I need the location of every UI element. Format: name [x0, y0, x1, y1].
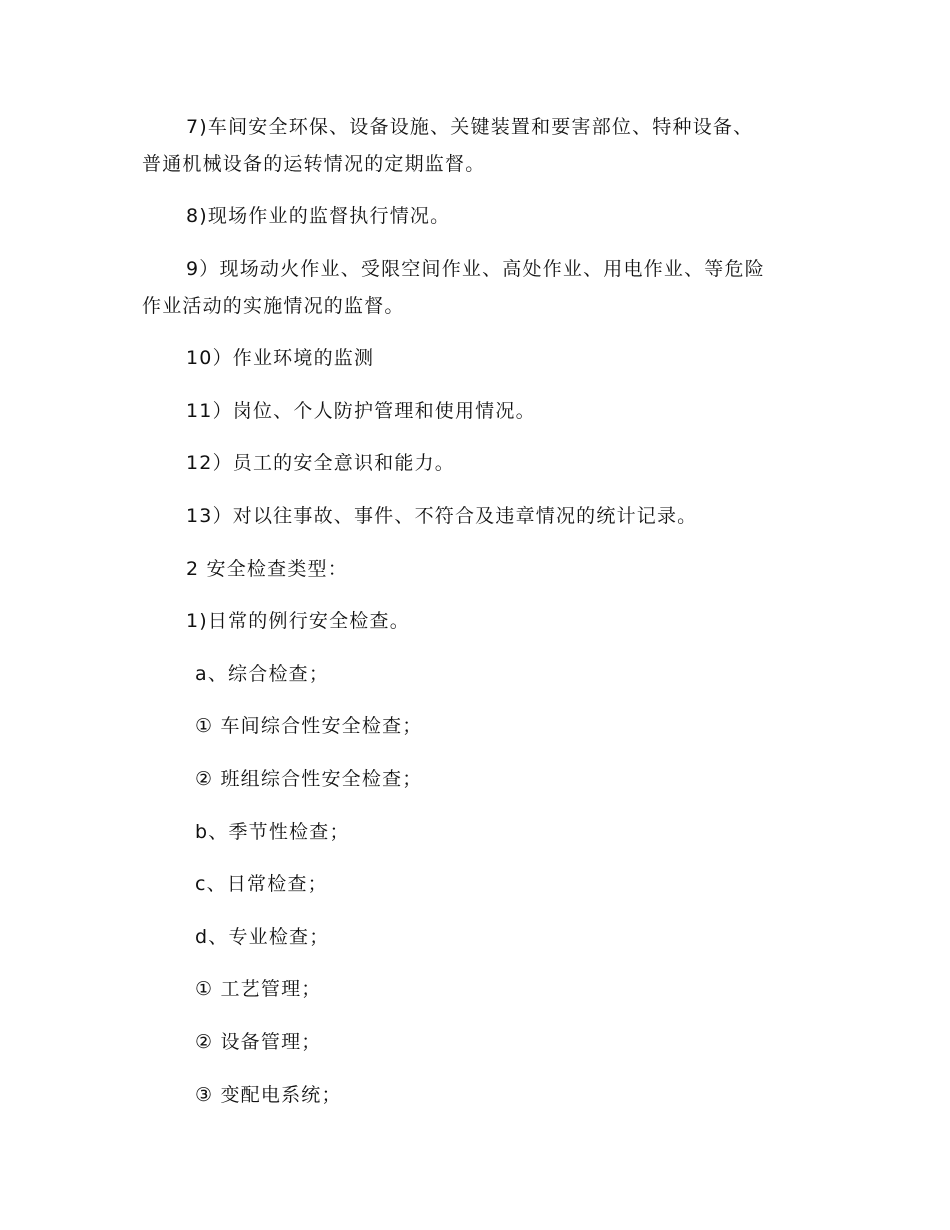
item-a-2-team: ② 班组综合性安全检查； — [195, 768, 423, 790]
item-9-line-2: 作业活动的实施情况的监督。 — [142, 295, 405, 317]
item-13: 13）对以往事故、事件、不符合及违章情况的统计记录。 — [186, 505, 698, 527]
item-12: 12）员工的安全意识和能力。 — [186, 452, 455, 474]
item-7-line-1: 7)车间安全环保、设备设施、关键装置和要害部位、特种设备、 — [186, 116, 754, 138]
item-11: 11）岗位、个人防护管理和使用情况。 — [186, 400, 536, 422]
subsection-routine-inspection: 1)日常的例行安全检查。 — [186, 610, 410, 632]
item-d-1-process: ① 工艺管理； — [195, 978, 322, 1000]
item-a-comprehensive: a、综合检查； — [195, 663, 330, 685]
item-d-professional: d、专业检查； — [195, 926, 330, 948]
item-9-line-1: 9）现场动火作业、受限空间作业、高处作业、用电作业、等危险 — [186, 258, 765, 280]
section-heading-inspection-types: 2 安全检查类型： — [186, 558, 348, 580]
item-10: 10）作业环境的监测 — [186, 347, 375, 369]
item-8: 8)现场作业的监督执行情况。 — [186, 205, 451, 227]
item-a-1-workshop: ① 车间综合性安全检查； — [195, 715, 423, 737]
item-d-3-power: ③ 变配电系统； — [195, 1084, 342, 1106]
item-7-line-2: 普通机械设备的运转情况的定期监督。 — [142, 153, 486, 175]
item-d-2-equipment: ② 设备管理； — [195, 1031, 322, 1053]
item-b-seasonal: b、季节性检查； — [195, 821, 350, 843]
item-c-daily: c、日常检查； — [195, 873, 328, 895]
